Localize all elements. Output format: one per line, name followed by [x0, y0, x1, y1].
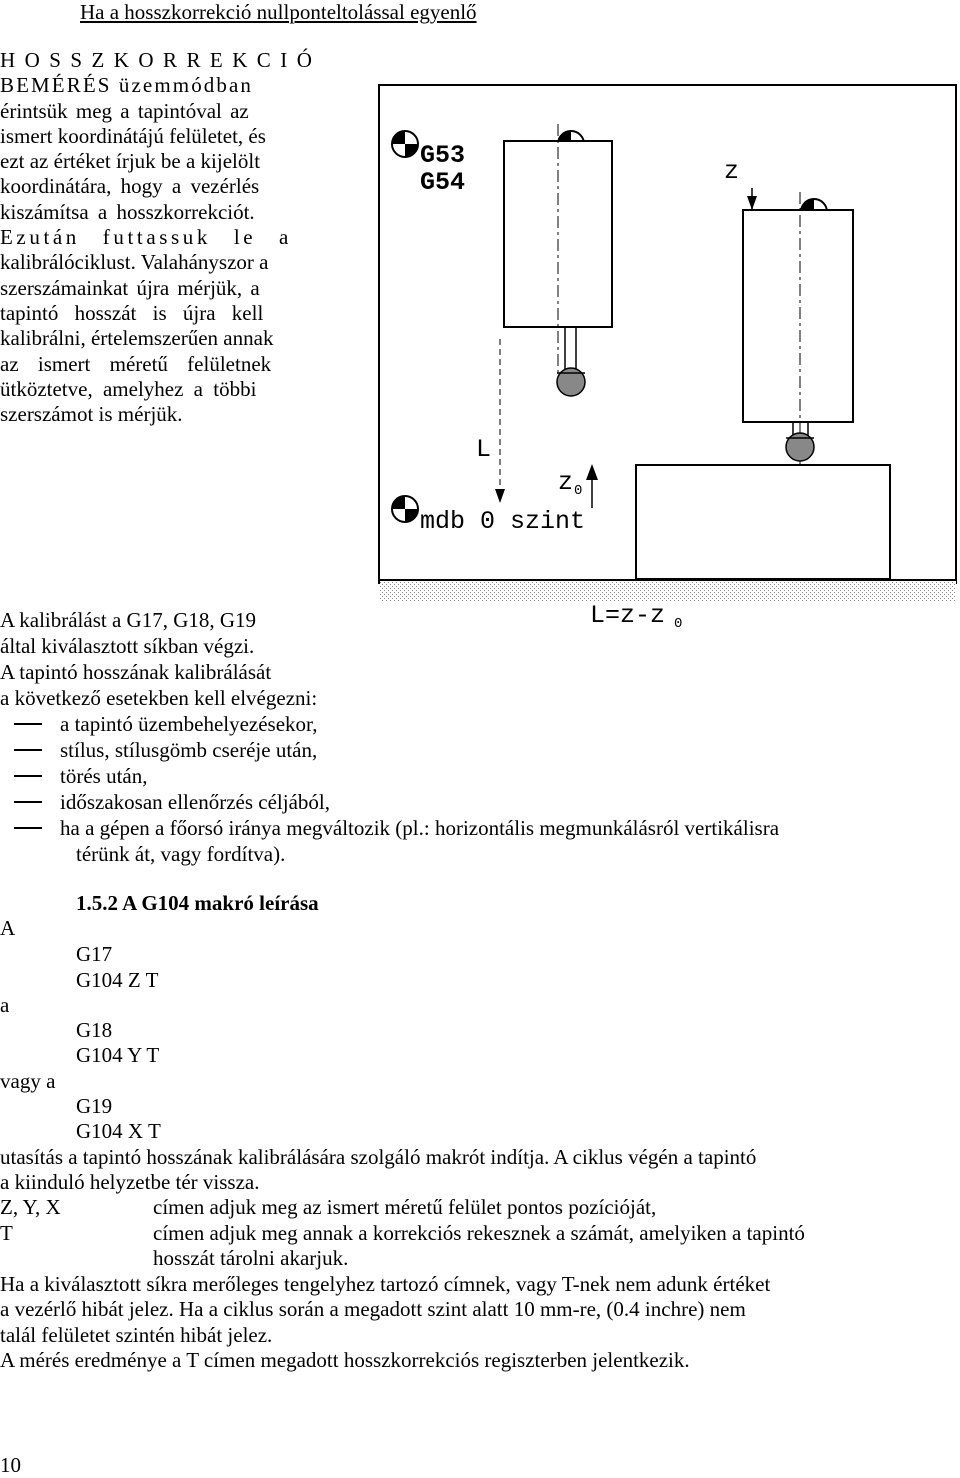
definition-term: Z, Y, X	[0, 1195, 61, 1219]
list-item: ha a gépen a főorsó iránya megváltozik (pl.: horizontális megmunkálásról vertikálisra	[14, 816, 779, 841]
list-item: törés után,	[14, 764, 147, 789]
g53-label: G53	[420, 141, 466, 170]
result-line: A mérés eredménye a T címen megadott hosszkorrekciós regiszterben jelentkezik.	[0, 1348, 690, 1372]
intro-line: kalibrálni, értelemszerűen annak	[0, 326, 274, 351]
dash-icon	[14, 749, 42, 751]
intro-line: ütköztetve, amelyhez a többi	[0, 376, 257, 401]
intro-line: koordinátára, hogy a vezérlés	[0, 174, 260, 199]
macro-line: G104 Y T	[76, 1043, 160, 1067]
definition-term: T	[0, 1221, 13, 1245]
intro-line: ezt az értéket írjuk be a kijelölt	[0, 149, 261, 174]
workpiece-block	[636, 465, 890, 579]
probe-calibration-diagram	[378, 84, 958, 644]
mdb-level-label: mdb 0 szint	[420, 507, 586, 536]
page-number: 10	[0, 1453, 21, 1477]
reference-mark-icon	[392, 496, 418, 522]
macro-prefix: vagy a	[0, 1069, 56, 1093]
formula-label: L=z-z	[590, 601, 666, 630]
dash-icon	[14, 775, 42, 777]
error-line: talál felületet szintén hibát jelez.	[0, 1323, 273, 1347]
intro-line: H O S S Z K O R R E K C I Ó	[0, 48, 314, 72]
intro-line: BEMÉRÉS üzemmódban	[0, 73, 254, 98]
intro-line: ismert koordinátájú felületet, és	[0, 123, 266, 148]
list-item: a tapintó üzembehelyezésekor,	[14, 712, 317, 737]
macro-line: G19	[76, 1094, 113, 1118]
intro-paragraph	[0, 48, 337, 427]
definition-text: hosszát tárolni akarjuk.	[153, 1246, 349, 1270]
z-label: z	[724, 157, 740, 186]
intro-line: Ezután futtassuk le a	[0, 225, 292, 250]
z0-label: z	[558, 468, 574, 497]
calib-line: A tapintó hosszának kalibrálását	[0, 660, 272, 684]
z0-subscript: 0	[574, 483, 583, 499]
list-item-continuation: térünk át, vagy fordítva).	[76, 842, 286, 866]
intro-line: tapintó hosszát is újra kell	[0, 300, 264, 325]
spindle-right	[743, 210, 853, 422]
description-line: utasítás a tapintó hosszának kalibrálására szolgáló makrót indítja. A ciklus végén a tapintó	[0, 1145, 757, 1169]
page-header: Ha a hosszkorrekció nullponteltolással egyenlő	[80, 0, 477, 24]
g54-label: G54	[420, 168, 466, 197]
macro-line: G18	[76, 1018, 113, 1042]
list-item: stílus, stílusgömb cseréje után,	[14, 738, 317, 763]
formula-subscript: 0	[674, 616, 683, 632]
section-title: 1.5.2 A G104 makró leírása	[76, 891, 319, 915]
definition-text: címen adjuk meg annak a korrekciós rekesznek a számát, amelyiken a tapintó	[153, 1221, 805, 1245]
intro-line: kiszámítsa a hosszkorrekciót.	[0, 199, 255, 224]
error-line: Ha a kiválasztott síkra merőleges tengelyhez tartozó címnek, vagy T-nek nem adunk értéket	[0, 1272, 771, 1296]
dash-icon	[14, 827, 42, 829]
intro-line: az ismert méretű felületnek	[0, 351, 272, 376]
stylus-ball-right	[786, 433, 814, 461]
macro-line: G104 X T	[76, 1119, 161, 1143]
reference-mark-icon	[392, 131, 418, 157]
calib-line: által kiválasztott síkban végzi.	[0, 634, 255, 658]
intro-line: érintsük meg a tapintóval az	[0, 98, 249, 123]
stylus-ball-left	[557, 368, 585, 396]
dash-icon	[14, 801, 42, 803]
intro-line: szerszámot is mérjük.	[0, 402, 183, 427]
macro-prefix: a	[0, 993, 10, 1017]
dash-icon	[14, 723, 42, 725]
definition-text: címen adjuk meg az ismert méretű felület pontos pozícióját,	[153, 1195, 657, 1219]
error-line: a vezérlő hibát jelez. Ha a ciklus során a megadott szint alatt 10 mm-re, (0.4 inchre) nem	[0, 1297, 746, 1321]
description-line: a kiinduló helyzetbe tér vissza.	[0, 1170, 260, 1194]
macro-line: G104 Z T	[76, 968, 159, 992]
l-label: L	[476, 435, 492, 464]
calib-line: A kalibrálást a G17, G18, G19	[0, 608, 257, 632]
ground-hatch	[380, 580, 956, 602]
intro-line: szerszámainkat újra mérjük, a	[0, 275, 260, 300]
calib-line: a következő esetekben kell elvégezni:	[0, 686, 318, 710]
macro-prefix: A	[0, 916, 16, 940]
list-item: időszakosan ellenőrzés céljából,	[14, 790, 330, 815]
macro-line: G17	[76, 942, 113, 966]
intro-line: kalibrálóciklust. Valahányszor a	[0, 250, 269, 275]
